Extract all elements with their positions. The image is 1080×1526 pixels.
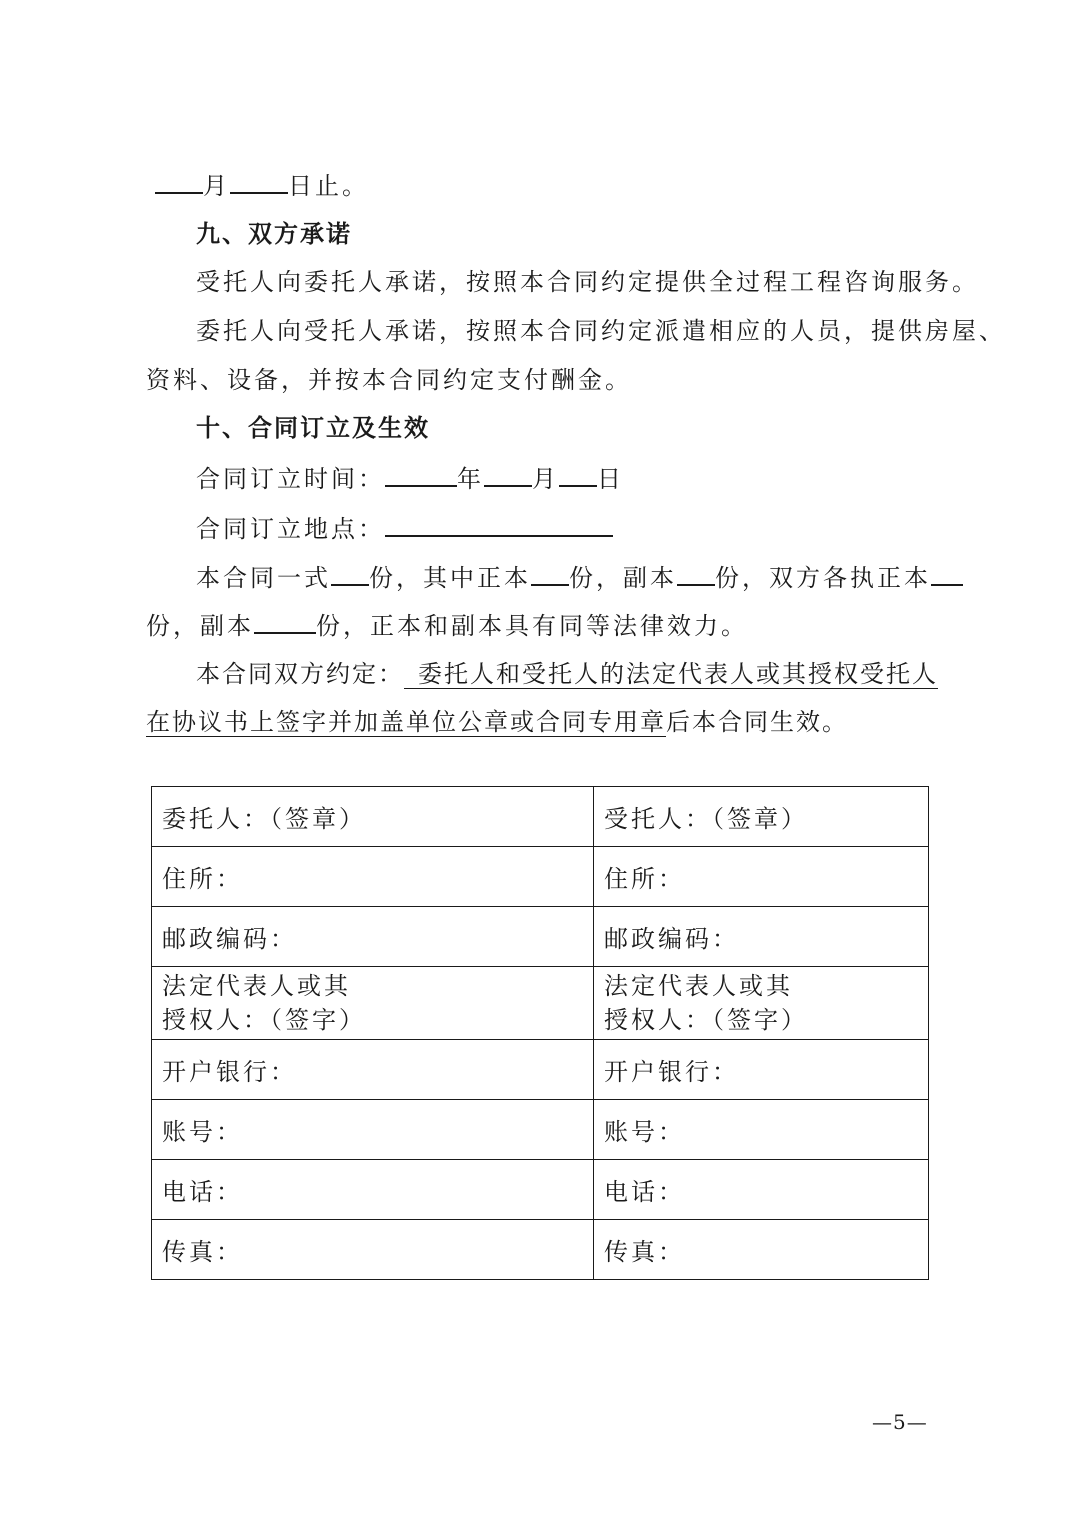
table-row [152,1100,929,1160]
table-row [152,1220,929,1280]
client-rep-line2: 授权人：（签字） [162,1006,366,1034]
client-party-cell: 委托人：（签章） [152,787,594,847]
client-phone-cell: 电话： [152,1160,594,1220]
agreement-label: 本合同双方约定： [196,660,404,688]
consultant-postcode-cell: 邮政编码： [594,907,929,967]
sign-place-line [196,511,613,545]
copies-text-d: 份，双方各执正本 [715,564,931,592]
agreement-line1 [196,658,938,690]
blank-originals [531,560,569,586]
consultant-fax-cell: 传真： [594,1220,929,1280]
consultant-address-cell: 住所： [594,847,929,907]
agreement-end: 后本合同生效。 [666,708,848,736]
client-postcode-cell: 邮政编码： [152,907,594,967]
blank-year [385,461,457,487]
copies-text-c: 份，副本 [569,564,677,592]
copies-text-f: 份，正本和副本具有同等法律效力。 [316,612,748,640]
consultant-rep-line2: 授权人：（签字） [604,1006,808,1034]
sign-time-label: 合同订立时间： [196,465,385,493]
end-text: 日止。 [288,172,369,200]
table-row [152,907,929,967]
copies-line2 [146,608,748,642]
end-date-line [155,168,369,202]
section10-heading: 十、合同订立及生效 [196,414,430,442]
page-number: —5— [872,1410,928,1434]
year-char: 年 [457,465,484,493]
section9-paragraph2-line1: 委托人向受托人承诺，按照本合同约定派遣相应的人员，提供房屋、 [196,317,1006,345]
client-fax-cell: 传真： [152,1220,594,1280]
blank-day [230,168,288,194]
blank-duplicates [677,560,715,586]
blank-total [331,560,369,586]
month-char: 月 [203,172,230,200]
table-row [152,1040,929,1100]
blank-day-2 [559,461,597,487]
blank-month [155,168,203,194]
consultant-party-cell: 受托人：（签章） [594,787,929,847]
section9-paragraph1: 受托人向委托人承诺，按照本合同约定提供全过程工程咨询服务。 [196,268,979,296]
consultant-phone-cell: 电话： [594,1160,929,1220]
blank-month-2 [484,461,532,487]
client-bank-cell: 开户银行： [152,1040,594,1100]
table-row [152,967,929,1040]
client-address-cell: 住所： [152,847,594,907]
month-char-2: 月 [532,465,559,493]
table-row [152,1160,929,1220]
blank-each-duplicate [254,608,316,634]
section9-heading: 九、双方承诺 [196,220,352,248]
blank-each-original [931,560,963,586]
consultant-representative-cell [594,967,929,1040]
blank-place [385,511,613,537]
client-account-cell: 账号： [152,1100,594,1160]
sign-time-line [196,461,624,495]
sign-place-label: 合同订立地点： [196,515,385,543]
section9-paragraph2-line2: 资料、设备，并按本合同约定支付酬金。 [146,366,632,394]
consultant-account-cell: 账号： [594,1100,929,1160]
copies-line1 [196,560,963,594]
agreement-line2 [146,706,848,738]
agreement-underlined-1: 委托人和受托人的法定代表人或其授权受托人 [404,660,938,689]
client-rep-line1: 法定代表人或其 [162,972,351,1000]
copies-text-a: 本合同一式 [196,564,331,592]
copies-text-e: 份，副本 [146,612,254,640]
consultant-rep-line1: 法定代表人或其 [604,972,793,1000]
table-row [152,787,929,847]
agreement-underlined-2: 在协议书上签字并加盖单位公章或合同专用章 [146,708,666,736]
table-row [152,847,929,907]
copies-text-b: 份，其中正本 [369,564,531,592]
day-char: 日 [597,465,624,493]
client-representative-cell [152,967,594,1040]
consultant-bank-cell: 开户银行： [594,1040,929,1100]
signature-table [151,786,929,1280]
